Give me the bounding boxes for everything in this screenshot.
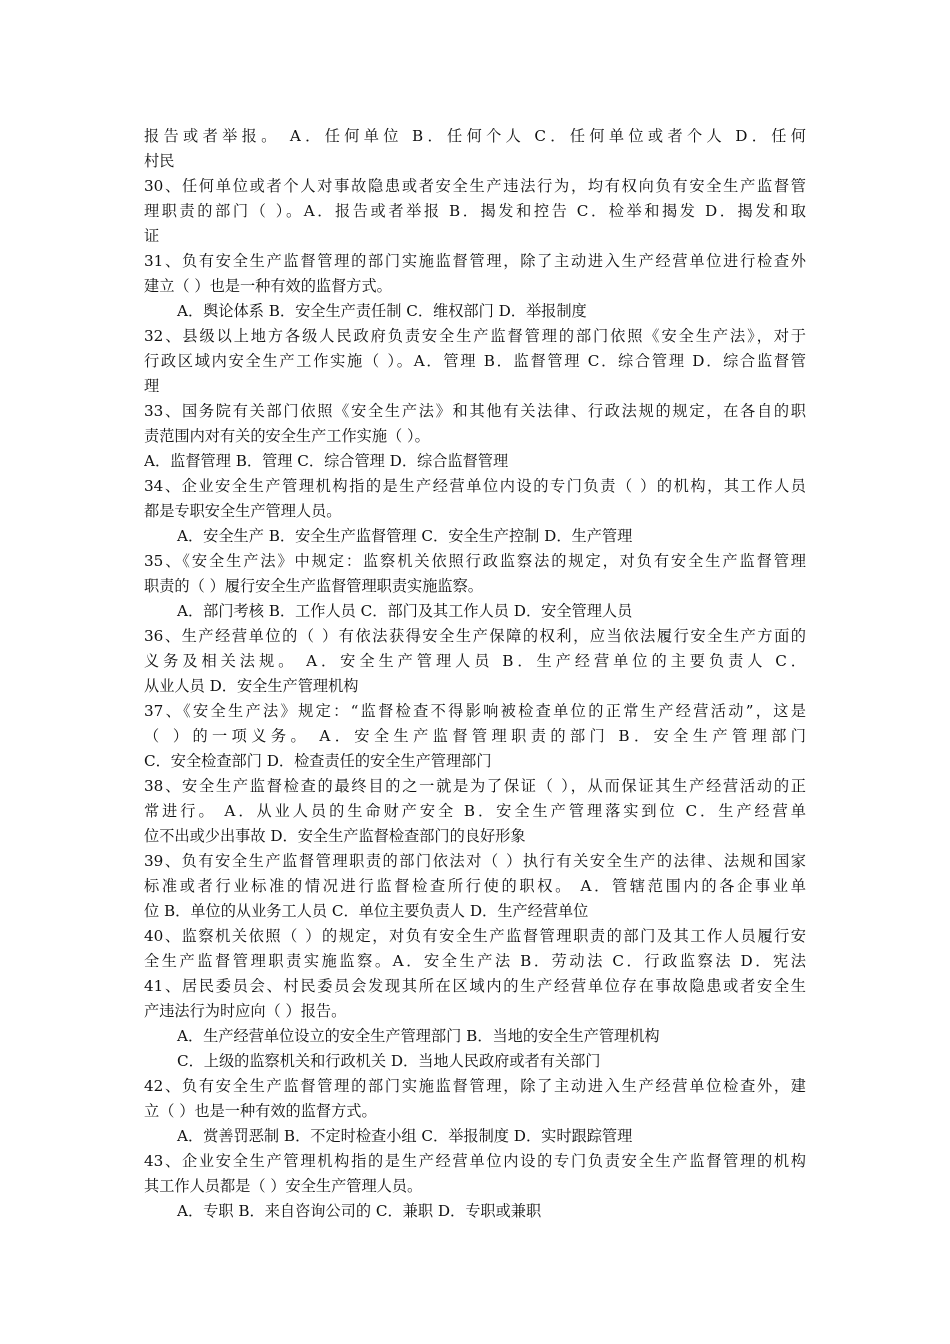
text-line: 义务及相关法规。 A．安全生产管理人员 B．生产经营单位的主要负责人 C． — [144, 652, 806, 670]
text-line: 报告或者举报。 A．任何单位 B．任何个人 C．任何单位或者个人 D．任何 — [144, 127, 806, 145]
text-line: 全生产监督管理职责实施监察。A．安全生产法 B．劳动法 C．行政监察法 D．宪法 — [144, 952, 806, 970]
text-line: 40、监察机关依照（ ）的规定，对负有安全生产监督管理职责的部门及其工作人员履行安 — [144, 927, 806, 945]
document-body — [144, 124, 806, 1224]
text-line: A．生产经营单位设立的安全生产管理部门 B．当地的安全生产管理机构 — [177, 1027, 660, 1045]
text-line: 36、生产经营单位的（ ）有依法获得安全生产保障的权利，应当依法履行安全生产方面的 — [144, 627, 806, 645]
text-line: A．专职 B．来自咨询公司的 C．兼职 D．专职或兼职 — [177, 1202, 542, 1220]
text-line: 38、安全生产监督检查的最终目的之一就是为了保证（ ），从而保证其生产经营活动的正 — [144, 777, 806, 795]
text-line: 42、负有安全生产监督管理的部门实施监督管理，除了主动进入生产经营单位检查外，建 — [144, 1077, 806, 1095]
text-line: 行政区域内安全生产工作实施（ ）。A．管理 B．监督管理 C．综合管理 D．综合监督管 — [144, 352, 806, 370]
text-line: 责范围内对有关的安全生产工作实施（ ）。 — [144, 427, 430, 445]
text-line: 产违法行为时应向（ ）报告。 — [144, 1002, 347, 1020]
text-line: 常进行。 A．从业人员的生命财产安全 B．安全生产管理落实到位 C．生产经营单 — [144, 802, 806, 820]
text-line: 位 B．单位的从业务工人员 C．单位主要负责人 D．生产经营单位 — [144, 902, 589, 920]
text-line: 34、企业安全生产管理机构指的是生产经营单位内设的专门负责（ ）的机构，其工作人员 — [144, 477, 806, 495]
text-line: 37、《安全生产法》规定：“监督检查不得影响被检查单位的正常生产经营活动”，这是 — [144, 702, 806, 720]
text-line: C．安全检查部门 D．检查责任的安全生产管理部门 — [144, 752, 492, 770]
text-line: A．舆论体系 B．安全生产责任制 C．维权部门 D．举报制度 — [177, 302, 587, 320]
text-line: A．部门考核 B．工作人员 C．部门及其工作人员 D．安全管理人员 — [177, 602, 633, 620]
text-line: 其工作人员都是（ ）安全生产管理人员。 — [144, 1177, 423, 1195]
text-line: 41、居民委员会、村民委员会发现其所在区域内的生产经营单位存在事故隐患或者安全生 — [144, 977, 806, 995]
text-line: 从业人员 D．安全生产管理机构 — [144, 677, 359, 695]
text-line: 33、国务院有关部门依照《安全生产法》和其他有关法律、行政法规的规定，在各自的职 — [144, 402, 806, 420]
text-line: C．上级的监察机关和行政机关 D．当地人民政府或者有关部门 — [177, 1052, 601, 1070]
text-line: （ ）的一项义务。 A．安全生产监督管理职责的部门 B．安全生产管理部门 — [144, 727, 806, 745]
text-line: 理职责的部门（ ）。A．报告或者举报 B．揭发和控告 C．检举和揭发 D．揭发和取 — [144, 202, 806, 220]
text-line: 都是专职安全生产管理人员。 — [144, 502, 342, 520]
text-line: 村民 — [144, 152, 175, 170]
text-line: 立（ ）也是一种有效的监督方式。 — [144, 1102, 377, 1120]
text-line: A．赏善罚恶制 B．不定时检查小组 C．举报制度 D．实时跟踪管理 — [177, 1127, 633, 1145]
text-line: A．监督管理 B．管理 C．综合管理 D．综合监督管理 — [144, 452, 509, 470]
text-line: 职责的（ ）履行安全生产监督管理职责实施监察。 — [144, 577, 483, 595]
text-line: 30、任何单位或者个人对事故隐患或者安全生产违法行为，均有权向负有安全生产监督管 — [144, 177, 806, 195]
text-line: 证 — [144, 227, 160, 245]
text-line: 31、负有安全生产监督管理的部门实施监督管理，除了主动进入生产经营单位进行检查外 — [144, 252, 806, 270]
text-line: 建立（ ）也是一种有效的监督方式。 — [144, 277, 392, 295]
text-line: 32、县级以上地方各级人民政府负责安全生产监督管理的部门依照《安全生产法》，对于 — [144, 327, 806, 345]
text-line: 位不出或少出事故 D．安全生产监督检查部门的良好形象 — [144, 827, 526, 845]
text-line: 39、负有安全生产监督管理职责的部门依法对（ ）执行有关安全生产的法律、法规和国家 — [144, 852, 806, 870]
text-line: A．安全生产 B．安全生产监督管理 C．安全生产控制 D．生产管理 — [177, 527, 633, 545]
text-line: 35、《安全生产法》中规定：监察机关依照行政监察法的规定，对负有安全生产监督管理 — [144, 552, 806, 570]
text-line: 标准或者行业标准的情况进行监督检查所行使的职权。 A．管辖范围内的各企事业单 — [144, 877, 806, 895]
text-line: 43、企业安全生产管理机构指的是生产经营单位内设的专门负责安全生产监督管理的机构 — [144, 1152, 806, 1170]
text-line: 理 — [144, 377, 160, 395]
